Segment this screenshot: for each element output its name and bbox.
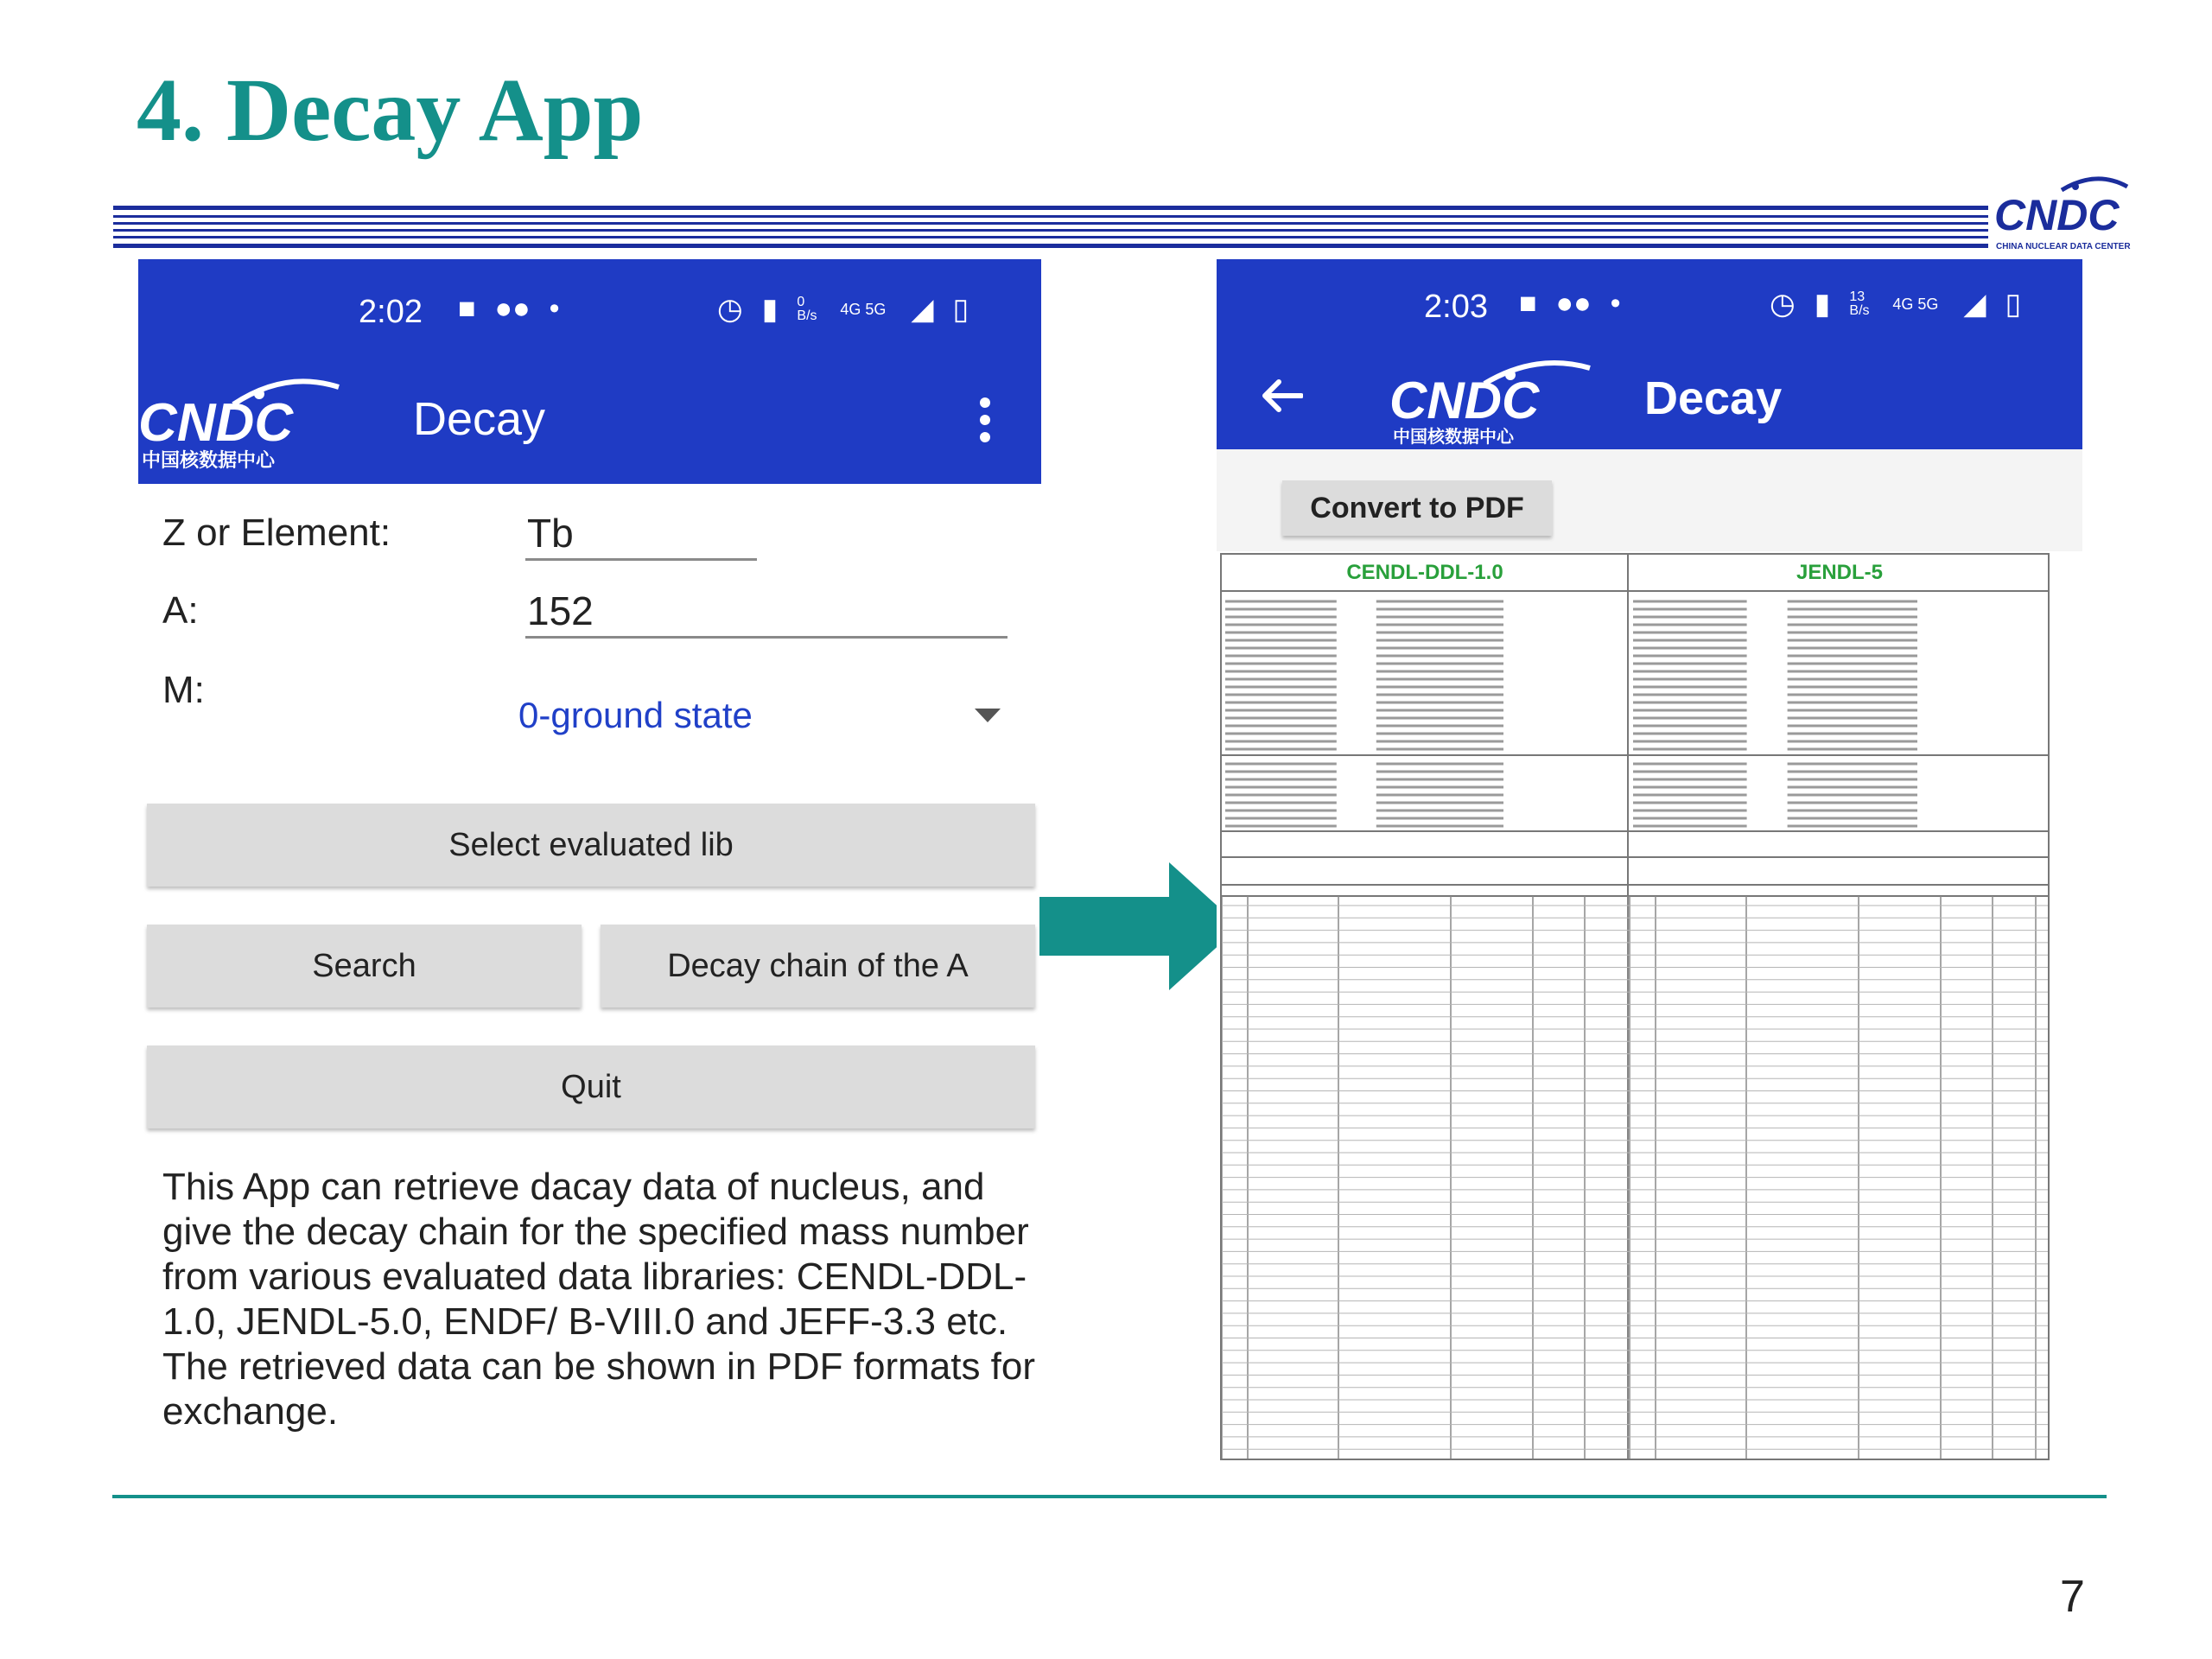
- quit-button[interactable]: Quit: [147, 1046, 1035, 1128]
- battery-icon: ▯: [2005, 288, 2022, 321]
- search-button[interactable]: Search: [147, 925, 582, 1007]
- status-bar: [138, 259, 1041, 354]
- notification-icon: ■: [1519, 287, 1537, 320]
- battery-icon: ▯: [952, 293, 969, 326]
- pdf-table-grid: [1222, 555, 2048, 1459]
- toolbar-area: [1217, 449, 2082, 551]
- cndc-app-logo: [1389, 353, 1597, 448]
- select-evaluated-lib-button[interactable]: Select evaluated lib: [147, 804, 1035, 887]
- vibrate-icon: ▮: [1814, 288, 1831, 321]
- phone-screen-search: [138, 259, 1041, 1469]
- app-logo-text: CNDC: [138, 393, 294, 453]
- dot-icon: •: [1610, 287, 1621, 320]
- app-logo-subtext: 中国核数据中心: [1393, 426, 1514, 447]
- decay-chain-button[interactable]: Decay chain of the A: [601, 925, 1035, 1007]
- status-bar: [1217, 259, 2082, 346]
- slide-title: 4. Decay App: [137, 60, 644, 160]
- pdf-preview: [1217, 553, 2082, 1469]
- signal-icon: ◢: [911, 293, 934, 326]
- header-rule-lines: [113, 206, 1988, 250]
- right-arrow-icon: [1033, 862, 1240, 990]
- convert-to-pdf-button[interactable]: Convert to PDF: [1282, 480, 1552, 536]
- app-title: Decay: [1644, 372, 1783, 424]
- phone-screen-pdf: [1217, 259, 2082, 1469]
- cndc-app-logo: [138, 370, 346, 474]
- app-bar: [138, 354, 1041, 484]
- dropdown-arrow-icon: [975, 709, 1001, 722]
- app-logo-subtext: 中国核数据中心: [142, 450, 276, 472]
- signal-icon: ◢: [1963, 288, 1986, 321]
- net-speed: 13 B/s: [1849, 289, 1870, 318]
- wechat-icon: ●●: [1555, 287, 1592, 320]
- network-type: 4G 5G: [1892, 296, 1939, 313]
- network-type: 4G 5G: [840, 301, 887, 318]
- bottom-rule: [112, 1495, 2107, 1498]
- wechat-icon: ●●: [494, 292, 531, 325]
- pdf-right-library: JENDL-5: [1796, 561, 1884, 584]
- more-vert-icon[interactable]: [978, 396, 992, 444]
- cndc-logo-subtext: CHINA NUCLEAR DATA CENTER: [1996, 242, 2131, 251]
- pdf-table: [1220, 553, 2050, 1460]
- a-input[interactable]: 152: [527, 588, 594, 633]
- alarm-icon: ◷: [717, 293, 743, 326]
- m-select[interactable]: [518, 690, 1011, 745]
- m-select-value: 0-ground state: [518, 695, 753, 735]
- cndc-logo-text: CNDC: [1994, 191, 2120, 239]
- app-bar: [1217, 346, 2082, 449]
- cndc-logo: [1993, 175, 2133, 254]
- page-number: 7: [2060, 1572, 2085, 1622]
- notification-icon: ■: [458, 292, 476, 325]
- app-logo-text: CNDC: [1389, 372, 1540, 429]
- z-input[interactable]: Tb: [527, 511, 574, 556]
- pdf-left-library: CENDL-DDL-1.0: [1346, 561, 1503, 584]
- net-speed: 0 B/s: [797, 295, 817, 323]
- alarm-icon: ◷: [1770, 288, 1796, 321]
- m-label: M:: [162, 669, 205, 711]
- z-label: Z or Element:: [162, 512, 391, 554]
- app-description: This App can retrieve dacay data of nucleus, and give the decay chain for the specified mass number from various evaluated data libraries: CENDL-DDL-1.0, JENDL-5.0, ENDF/ B-VIII.0 and JEFF-3.3 etc. The retrieved data can be shown in PDF formats for exchange.: [162, 1166, 1036, 1433]
- app-title: Decay: [413, 393, 546, 445]
- a-input-underline: [525, 636, 1007, 639]
- arrow-back-icon[interactable]: [1260, 378, 1303, 413]
- status-time: 2:03: [1424, 289, 1488, 325]
- z-input-underline: [525, 558, 757, 561]
- vibrate-icon: ▮: [761, 293, 779, 326]
- status-time: 2:02: [359, 294, 423, 330]
- dot-icon: •: [549, 292, 560, 325]
- a-label: A:: [162, 589, 199, 632]
